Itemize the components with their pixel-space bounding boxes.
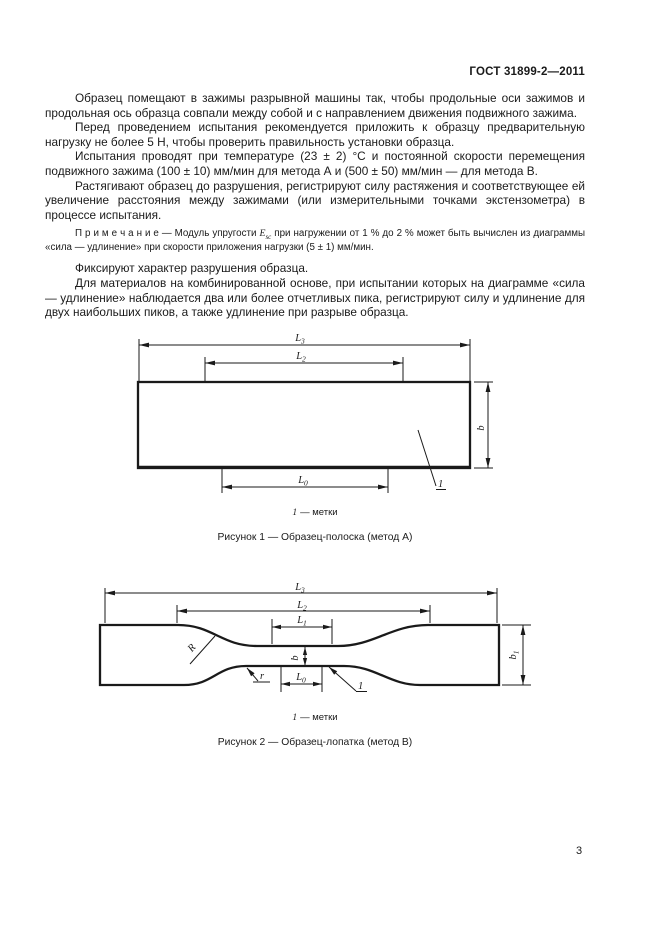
- figure2-label-b1: $b_1$: [508, 650, 521, 660]
- figure2-legend-ref: 1: [292, 713, 298, 723]
- figure1-label-L3: $L_3$: [295, 333, 305, 346]
- figure2-caption: Рисунок 2 — Образец-лопатка (метод В): [217, 737, 413, 748]
- figure1-label-b: b: [476, 425, 487, 431]
- figure2-label-L2: $L_2$: [297, 600, 307, 613]
- note-prefix: П р и м е ч а н и е — Модуль упругости: [75, 228, 260, 240]
- paragraph-test-conditions: Испытания проводят при температуре (23 ± 2) °С и постоянной скорости перемещения подвижного зажима (100 ± 10) мм/мин для метода А и (500 ± 50) мм/мин — для метода В.: [45, 149, 585, 178]
- figure1-legend: [45, 507, 585, 518]
- figure2-label-L1: $L_1$: [297, 615, 307, 628]
- note-paragraph: [45, 227, 585, 254]
- figure1-legend-text: — метки: [300, 507, 338, 518]
- figure2-legend: [45, 712, 585, 723]
- figure1-drawing: [125, 330, 505, 498]
- paragraph-failure-character: Фиксируют характер разрушения образца.: [75, 261, 309, 276]
- page-number: 3: [576, 845, 583, 857]
- figure2-marker-leader: [329, 667, 367, 692]
- figure1-dimension-L2: [205, 351, 403, 381]
- figure1-specimen-strip: [137, 382, 471, 468]
- figure1-label-L0: $L_0$: [298, 475, 308, 488]
- figure2-dimension-b: [290, 647, 307, 666]
- paragraph-preload: Перед проведением испытания рекомендуется приложить к образцу предварительную нагрузку не более 5 Н, чтобы проверить правильность установки образца.: [45, 120, 585, 149]
- figure2-radius-r-leader: [247, 668, 270, 682]
- body-text-block: [45, 91, 585, 320]
- figure2-legend-text: — метки: [300, 712, 338, 723]
- figure2-label-R: R: [185, 642, 199, 655]
- figure2-radius-R-leader: [185, 636, 215, 664]
- figure2-label-L0: $L_0$: [296, 672, 306, 685]
- figure2-label-L3: $L_3$: [295, 582, 305, 595]
- figure2-label-marker-1: 1: [358, 681, 364, 692]
- paragraph-stretching: Растягивают образец до разрушения, регистрируют силу растяжения и соответствующее ей увеличение расстояния между зажимами (или измерительными точками экстензометра) в процессе испытания.: [45, 178, 585, 222]
- figure1-label-marker-1: 1: [438, 479, 444, 490]
- doc-code-header: ГОСТ 31899-2—2011: [469, 66, 585, 78]
- figure1-dimension-L0: [222, 468, 388, 493]
- figure1-caption: Рисунок 1 — Образец-полоска (метод А): [217, 532, 413, 543]
- figure1-dimension-b: [474, 382, 493, 468]
- note-suffix: при нагружении от 1 % до 2 % может быть вычислен из диаграммы «сила — удлинение» при скорости приложения нагрузки (5 ± 1) мм/мин.: [45, 228, 585, 253]
- paragraph-specimen-placement: Образец помещают в зажимы разрывной машины так, чтобы продольные оси зажимов и продольная ось образца совпали между собой и с направлением движения подвижного зажима.: [45, 91, 585, 120]
- figure2-label-b: b: [290, 655, 301, 661]
- figure2-dimension-b1: [502, 625, 531, 685]
- paragraph-combined-materials: Для материалов на комбинированной основе, при испытании которых на диаграмме «сила — удлинение» наблюдается два или более отчетливых пика, регистрируют силу и удлинение для двух наибольших пиков, а также удлинение при разрыве образца.: [45, 275, 585, 320]
- figure2-dimension-L1: [272, 615, 332, 644]
- modulus-subscript: sc: [265, 233, 272, 242]
- figure1-legend-ref: 1: [292, 508, 298, 518]
- figure2-dimension-L0: [281, 666, 322, 692]
- figure1-marker-leader: [418, 430, 446, 490]
- modulus-symbol: $E_{sc}$: [259, 228, 272, 242]
- figure1-label-L2: $L_2$: [296, 351, 306, 364]
- figure2-label-r: r: [259, 671, 265, 682]
- figure2-drawing: [85, 575, 545, 705]
